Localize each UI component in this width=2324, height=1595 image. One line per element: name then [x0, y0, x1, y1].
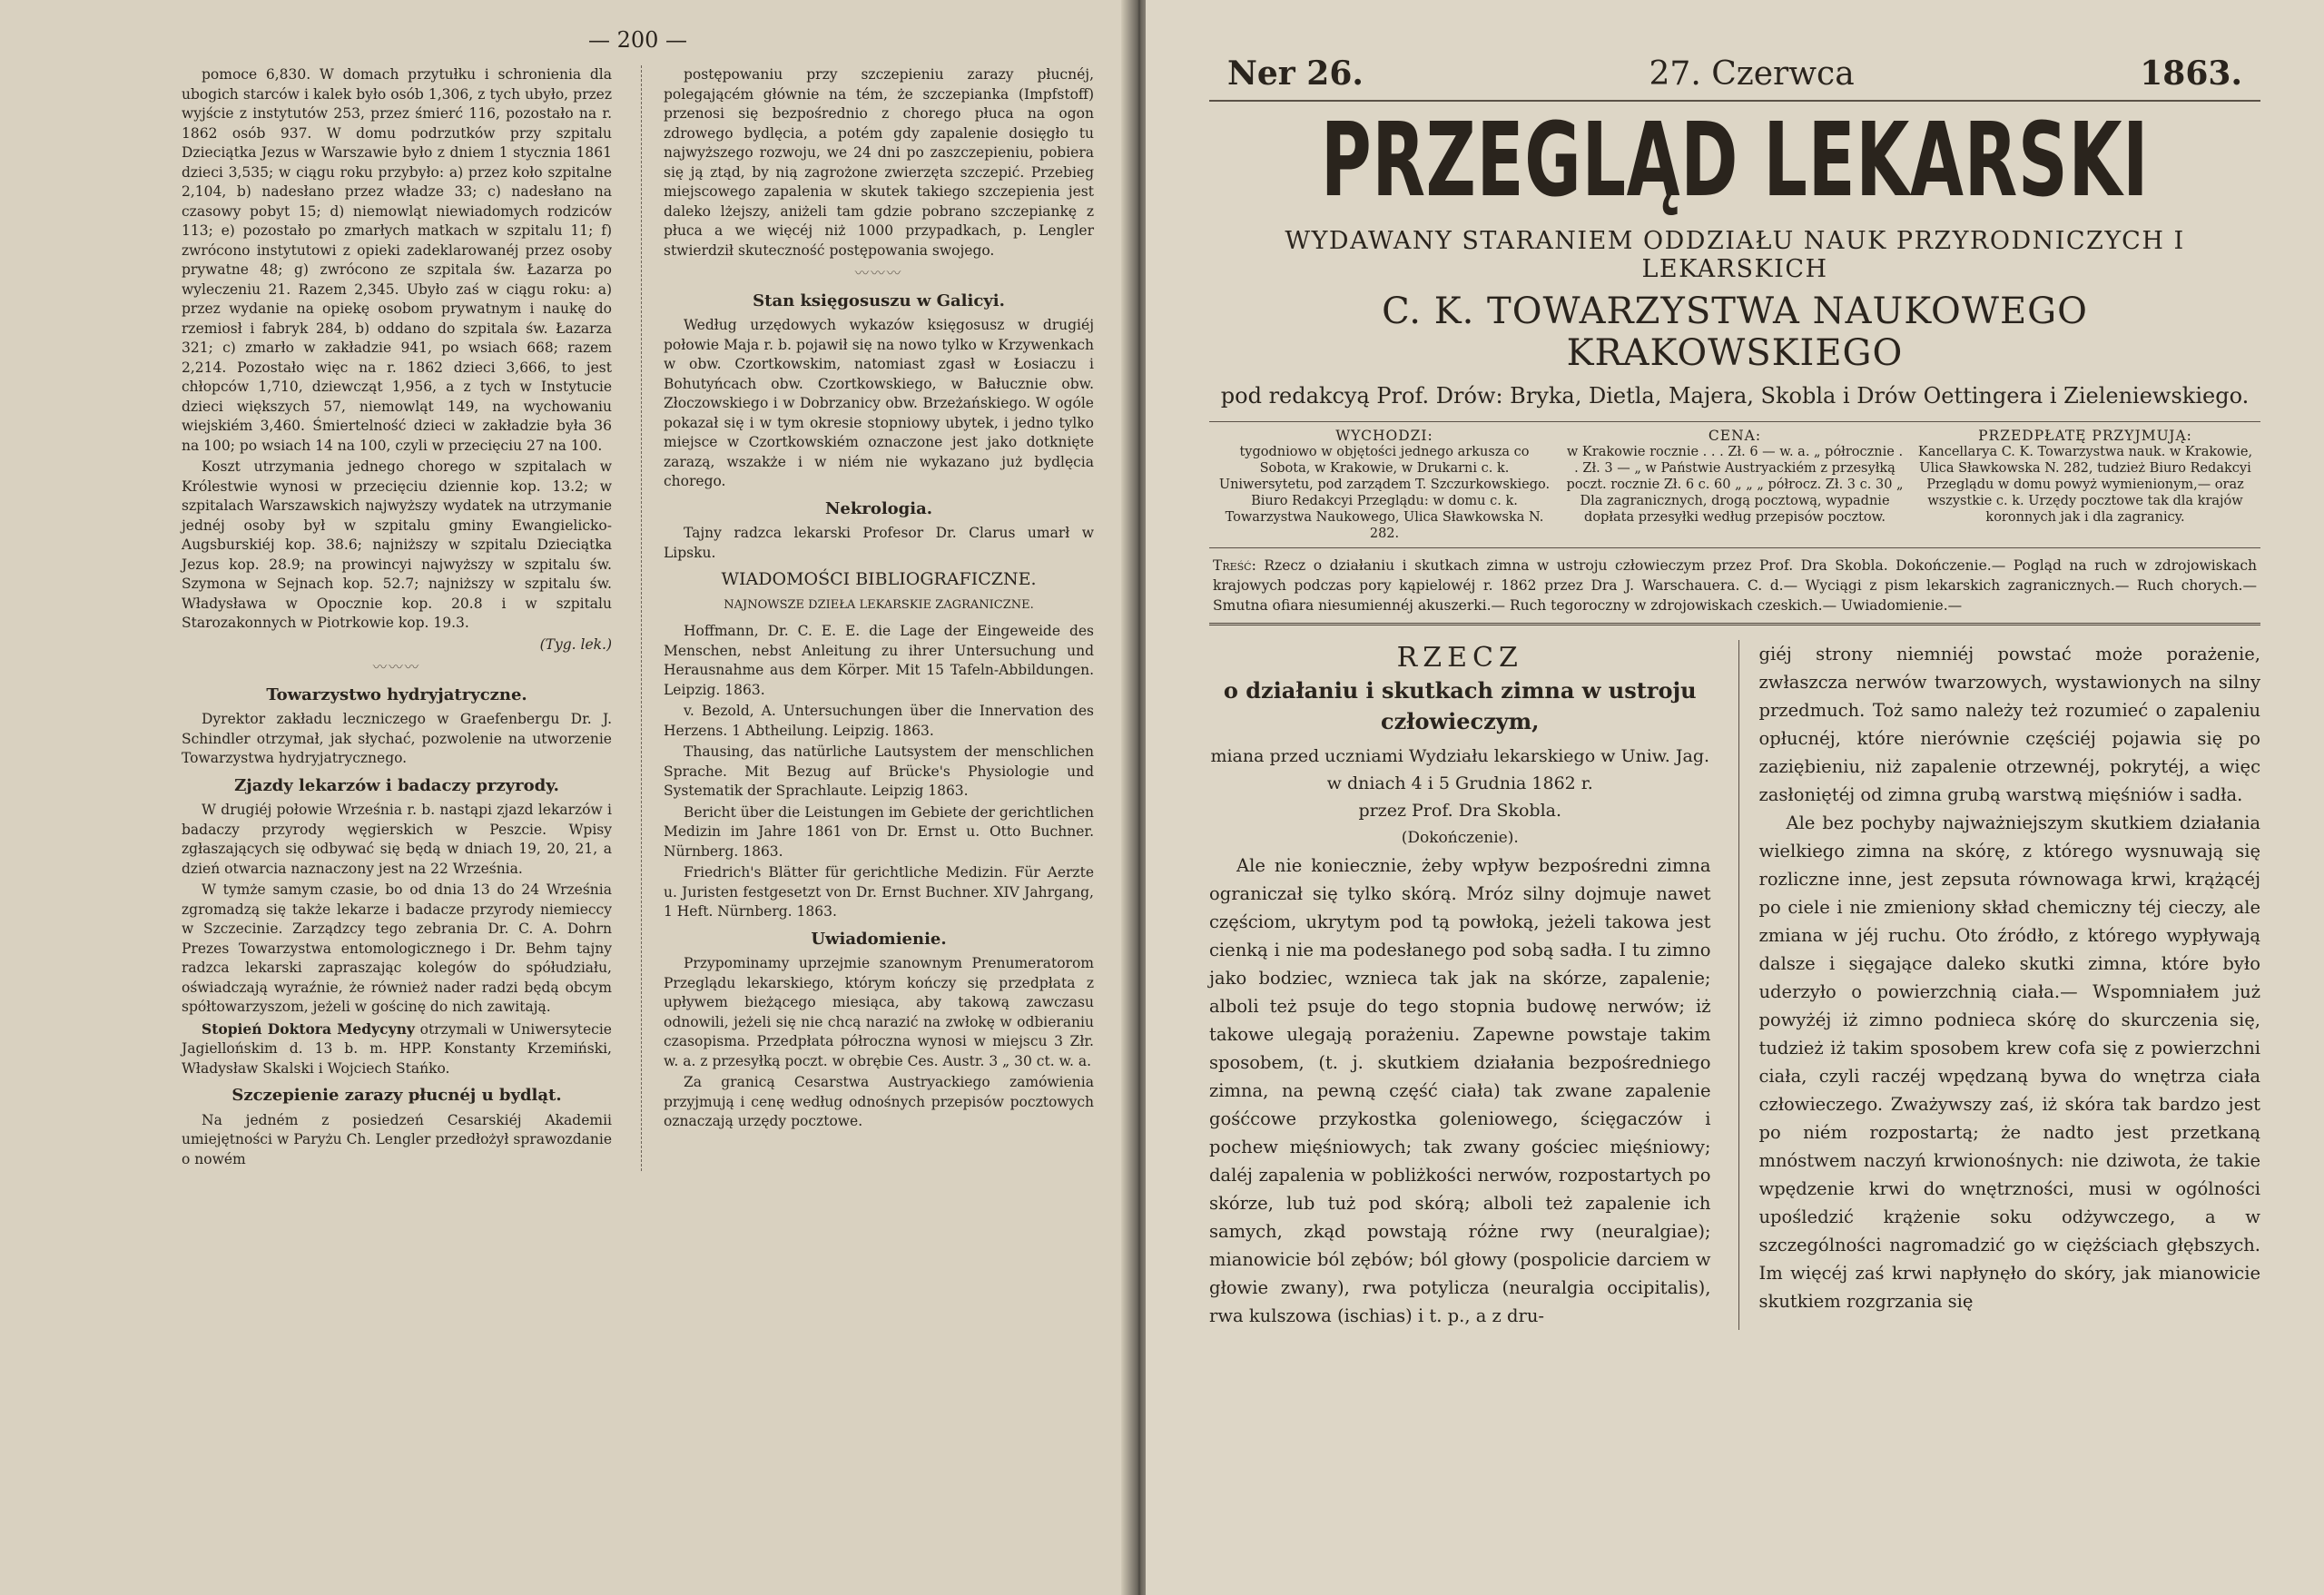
issue-number: Ner 26.	[1227, 54, 1364, 93]
contents-summary	[1209, 548, 2260, 625]
source-note: (Tyg. lek.)	[539, 635, 612, 653]
section-heading: Towarzystwo hydryjatryczne.	[266, 684, 527, 704]
left-column-1	[182, 65, 612, 1171]
issue-date: 27. Czerwca	[1649, 55, 1855, 93]
paragraph: W drugiéj połowie Września r. b. nastąpi zjazd lekarzów i badaczy przyrody węgierskich w Peszcie. Wpisy zgłaszających się odbywać się będą w dniach 19, 20, 21, a dzień otwarcia naznaczony jest na 22 Września.	[182, 802, 612, 877]
paragraph: Przypominamy uprzejmie szanownym Prenumeratorom Przeglądu lekarskiego, którym kończy się przedpłata z upływem bieżącego miesiąca, aby takową zawczasu odnowili, jeżeli się nie chcą narazić na zwłokę w odbieraniu czasopisma. Przedpłata półroczna wynosi w miejscu 3 Złr. w. a. z przesyłką poczt. w obrębie Ces. Austr. 3 „ 30 ct. w. a.	[664, 955, 1094, 1069]
info-cena	[1560, 428, 1910, 542]
bibliography-entry: v. Bezold, A. Untersuchungen über die Innervation des Herzens. 1 Abtheilung. Leipzig. 1863.	[664, 703, 1094, 739]
info-text: tygodniowo w objętości jednego arkusza co Sobota, w Krakowie, w Drukarni c. k. Uniwersytetu, pod zarządem T. Szczurkowskiego. Biuro Redakcyi Przeglądu: w domu c. k. Towarzystwa Naukowego, Ulica Sławkowska N. 282.	[1218, 445, 1551, 541]
bibliography-entry: Hoffmann, Dr. C. E. E. die Lage der Eingeweide des Menschen, nebst Anleitung zu ihrer Untersuchung und Herausnahme aus dem Körper. Mit 15 Tafeln-Abbildungen. Leipzig. 1863.	[664, 623, 1094, 698]
info-text: Kancellarya C. K. Towarzystwa nauk. w Krakowie, Ulica Sławkowska N. 282, tudzież Biuro Redakcyi Przeglądu w domu powyż wymienionym,— oraz wszystkie c. k. Urzędy pocztowe tak dla krajów koronnych jak i dla zagranicy.	[1917, 445, 2253, 525]
article-meta: miana przed uczniami Wydziału lekarskiego w Uniw. Jag. w dniach 4 i 5 Grudnia 1862 r.	[1210, 746, 1710, 793]
article-subtitle: o działaniu i skutkach zimna w ustroju człowieczym,	[1223, 677, 1697, 734]
info-przedplata	[1910, 428, 2260, 542]
article-column-1	[1209, 640, 1711, 1330]
paragraph: pomoce 6,830. W domach przytułku i schronienia dla ubogich starców i kalek było osób 1,306, z tych ubyło, przez wyjście z instytutów 253, przez śmierć 116, pozostało na r. 1862 osób 937. W domu podrzutków przy szpitalu Dzieciątka Jezus w Warszawie było z dniem 1 stycznia 1861 dzieci 3,535; w ciągu roku przybyło: a) przez koło szpitalne 2,104, b) nadesłano przez władze 33; c) nadesłano na czasowy pobyt 15; d) niemowląt niewiadomych rodziców 113; e) pozostało po zmarłych matkach w szpitalu 11; f) zwrócono instytutowi z opieki zadeklarowanéj przez osoby prywatne 48; g) zwrócono ze szpitala św. Łazarza po wyleczeniu 21. Razem 2,345. Ubyło zaś w ciągu roku: a) przez wydanie na opiekę osobom prywatnym i naukę do rzemiosł i fabryk 284, b) oddano do szpitala św. Łazarza 321; c) zmarło w zakładzie 941, po wsiach 668; razem 2,214. Pozostało więc na r. 1862 dzieci 3,666, to jest chłopców 1,710, dziewcząt 1,956, a z tych w Instytucie dzieci większych 57, niemowląt 149, na wychowaniu wiejskiém 3,460. Śmiertelność dzieci w zakładzie była 36 na 100; po wsiach 14 na 100, czyli w przecięciu 27 na 100.	[182, 66, 612, 454]
divider: 〰〰〰	[372, 659, 421, 675]
section-heading: Zjazdy lekarzów i badaczy przyrody.	[234, 775, 559, 795]
bibliography-entry: Bericht über die Leistungen im Gebiete der gerichtlichen Medizin im Jahre 1861 von Dr. Ernst u. Otto Buchner. Nürnberg. 1863.	[664, 803, 1094, 860]
masthead-top	[1209, 54, 2260, 96]
section-heading: WIADOMOŚCI BIBLIOGRAFICZNE.	[721, 569, 1037, 589]
section-heading: Stan księgosuszu w Galicyi.	[753, 290, 1005, 310]
paragraph: Dyrektor zakładu leczniczego w Graefenbergu Dr. J. Schindler otrzymał, jak słychać, pozwolenie na utworzenie Towarzystwa hydryjatrycznego.	[182, 711, 612, 766]
paragraph-text: otrzymali w Uniwersytecie Jagiellońskim d. 13 b. m. HPP. Konstanty Krzemiński, Władysław Skalski i Wojciech Stańko.	[182, 1020, 612, 1077]
editors-line: pod redakcyą Prof. Drów: Bryka, Dietla, Majera, Skobla i Drów Oettingera i Zieleniewskiego.	[1220, 383, 2250, 409]
article-continuation: (Dokończenie).	[1401, 829, 1519, 847]
journal-society: C. K. TOWARZYSTWA NAUKOWEGO KRAKOWSKIEGO	[1382, 290, 2088, 374]
paragraph: W tymże samym czasie, bo od dnia 13 do 24 Września zgromadzą się także lekarze i badacze przyrody niemieccy w Szczecinie. Zarządzcy tego zebrania Dr. C. A. Dohrn Prezes Towarzystwa entomologicznego i Dr. Behm tajny radzca lekarski zapraszając kolegów do spółudziału, oświadczają wyraźnie, że również nader radzi będą obcym spółtowarzyszom, jeżeli w gościnę do nich zawitają.	[182, 881, 612, 1015]
article-heading: RZECZ	[1396, 642, 1523, 674]
right-page	[1146, 0, 2324, 1595]
paragraph: Koszt utrzymania jednego chorego w szpitalach w Królestwie wynosi w przecięciu dziennie kop. 13.2; w szpitalach Warszawskich najwyższy wydatek na utrzymanie jednéj osoby był w szpitalu gminy Ewangielicko-Augsburskiéj kop. 38.6; najniższy w szpitalu Dzieciątka Jezus kop. 28.9; na prowincyi najwyższy w szpitalu św. Szymona w Sejnach kop. 52.7; najniższy w szpitalu św. Władysława w Opocznie kop. 20.8 i w szpitalu Starozakonnych w Piotrkowie kop. 19.3.	[182, 458, 612, 631]
section-heading: Uwiadomienie.	[811, 929, 947, 949]
article-column-2	[1738, 640, 2261, 1330]
divider: 〰〰〰	[854, 265, 903, 281]
paragraph: Na jedném z posiedzeń Cesarskiéj Akademii umiejętności w Paryżu Ch. Lengler przedłożył sprawozdanie o nowém	[182, 1111, 612, 1167]
inline-heading: Stopień Doktora Medycyny	[202, 1019, 415, 1038]
info-text: w Krakowie rocznie . . . Zł. 6 — w. a. „ półrocznie . . Zł. 3 — „ w Państwie Austryackiém z przesyłką poczt. rocznie Zł. 6 c. 60 „ „ „ półrocz. Zł. 3 c. 30 „ Dla zagranicznych, drogą pocztową, wypadnie dopłata przesyłki według przepisów pocztow.	[1566, 445, 1904, 525]
issue-year: 1863.	[2140, 54, 2242, 93]
info-caption: CENA:	[1708, 428, 1762, 444]
page-number: — 200 —	[587, 27, 688, 53]
paragraph: giéj strony niemniéj powstać może porażenie, zwłaszcza nerwów twarzowych, wystawionych na silny przedmuch. Toż samo należy też rozumieć o zapaleniu opłucnéj, które nierównie częściéj pojawia się po zaziębieniu, niż zapalenie otrzewnéj, pokrytéj, a więc zasłoniętéj od zimna grubą warstwą mięśniów i sadła.	[1758, 644, 2260, 805]
info-wychodzi	[1209, 428, 1560, 542]
journal-subtitle: WYDAWANY STARANIEM ODDZIAŁU NAUK PRZYRODNICZYCH I LEKARSKICH	[1285, 227, 2185, 283]
section-heading: Szczepienie zarazy płucnéj u bydląt.	[231, 1086, 562, 1105]
paragraph: Według urzędowych wykazów księgosusz w drugiéj połowie Maja r. b. pojawił się na nowo tylko w Krzywenkach w obw. Czortkowskim, natomiast zgasł w Łosiaczu i Bohutyńcach obw. Czortkowskiego, w Bałucznie obw. Złoczowskiego i w Dobrzanicy obw. Brzeżańskiego. W ogóle pokazał się i w tym okresie stopniowy ubytek, i jedno tylko miejsce w Czortkowskiém oznaczone jest jako dotknięte zarazą, wszakże i w niém nie wykazano już bydlęcia chorego.	[664, 317, 1094, 489]
paragraph	[182, 1019, 612, 1079]
info-caption: WYCHODZI:	[1335, 428, 1433, 444]
contents-label: Treść:	[1213, 557, 1256, 574]
article-author: przez Prof. Dra Skobla.	[1358, 801, 1562, 821]
section-heading: Nekrologia.	[824, 498, 933, 518]
bibliography-entry: Thausing, das natürliche Lautsystem der menschlichen Sprache. Mit Bezug auf Brücke's Physiologie und Systematik der Sprachlaute. Leipzig 1863.	[664, 743, 1094, 799]
paragraph: Ale bez pochyby najważniejszym skutkiem działania wielkiego zimna na skórę, z którego wysnuwają się rozliczne inne, jest zepsuta równowaga krwi, krążącéj po ciele i nie zmieniony skład chemiczny téj cieczy, ale zmiana w jéj ruchu. Oto źródło, z którego wypływają dalsze i sięgające daleko skutki zimna, które było uderzyło o powierzchnią ciała.— Wspomniałem już powyżéj iż zimno podnieca skórę do skurczenia się, tudzież iż takim sposobem krew cofa się z powierzchni ciała, czyli raczéj wpędzaną bywa do wnętrza ciała człowieczego. Zważywszy zaś, iż skóra tak bardzo jest po niém rozpostartą; że nadto jest przetkaną mnóstwem naczyń krwionośnych: nie dziwota, że takie wpędzenie krwi do wnętrzności, musi w ogólności upośledzić krążenie soku odżywczego, a w szczególności nagromadzić go w ciężściach głębszych. Im więcéj zaś krwi napłynęło do skóry, jak mianowicie skutkiem rozgrzania się	[1758, 812, 2260, 1312]
journal-title: PRZEGLĄD LEKARSKI	[1320, 102, 2150, 220]
bibliography-entry: Friedrich's Blätter für gerichtliche Medizin. Für Aerzte u. Juristen festgesetzt von Dr. Ernst Buchner. XIV Jahrgang, 1 Heft. Nürnberg. 1863.	[664, 864, 1094, 920]
paragraph: Ale nie koniecznie, żeby wpływ bezpośredni zimna ograniczał się tylko skórą. Mróz silny dojmuje nawet częściom, ukrytym pod tą powłoką, jeżeli takowa jest cienką i nie ma podesłanego pod sobą sadła. I tu zimno jako bodziec, wznieca tak jak na skórze, zapalenie; alboli też psuje do tego stopnia budowę nerwów; iż takowe ulegają porażeniu. Zapewne powstaje takim sposobem, (t. j. skutkiem działania bezpośredniego zimna, na pewną część ciała) tak zwane zapalenie gośćcowe przykostka goleniowego, ścięgaczów i pochew mięśniowych; tak zwany gościec mięśniowy; daléj zapalenia w pobliżkości nerwów, rozpostartych po skórze, lub tuż pod skórą; alboli też zapalenie ich samych, zkąd powstają różne rwy (neuralgiae); mianowicie ból zębów; ból głowy (pospolicie darciem w głowie zwany), rwa potylicza (neuralgia occipitalis), rwa kulszowa (ischias) i t. p., a z dru-	[1209, 855, 1711, 1326]
paragraph: postępowaniu przy szczepieniu zarazy płucnéj, polegającém głównie na tém, że szczepianka (Impfstoff) przenosi się bezpośrednio z chorego płuca na ogon zdrowego bydlęcia, a potém gdy zapalenie dosięgło tu najwyższego rozwoju, we 24 dni po zaszczepieniu, pobiera się ją ztąd, by nią zagrożone zwierzęta szczepić. Przebieg miejscowego zapalenia w skutek takiego szczepienia jest daleko lżejszy, aniżeli tam gdzie pobrano szczepiankę z płuca a we więcéj niż 1000 przypadkach, p. Lengler stwierdził skuteczność postępowania swojego.	[664, 66, 1094, 259]
subsection-heading: NAJNOWSZE DZIEŁA LEKARSKIE ZAGRANICZNE.	[724, 597, 1034, 612]
paragraph: Tajny radzca lekarski Profesor Dr. Clarus umarł w Lipsku.	[664, 525, 1094, 561]
left-column-2	[641, 65, 1094, 1171]
contents-text: Rzecz o działaniu i skutkach zimna w ustroju człowieczym przez Prof. Dra Skobla. Dokończenie.— Pogląd na ruch w zdrojowiskach krajowych podczas pory kąpielowéj r. 1862 przez Dra J. Warschauera. C. d.— Wyciągi z pism lekarskich zagranicznych.— Ruch chorych.— Smutna ofiara niesumiennéj akuszerki.— Ruch tegoroczny w zdrojowiskach czeskich.— Uwiadomienie.—	[1213, 557, 2257, 614]
info-box	[1209, 421, 2260, 548]
left-page	[0, 0, 1139, 1595]
paragraph: Za granicą Cesarstwa Austryackiego zamówienia przyjmują i cenę według odnośnych przepisów pocztowych oznaczają urzędy pocztowe.	[664, 1074, 1094, 1129]
info-caption: PRZEDPŁATĘ PRZYJMUJĄ:	[1978, 428, 2192, 444]
